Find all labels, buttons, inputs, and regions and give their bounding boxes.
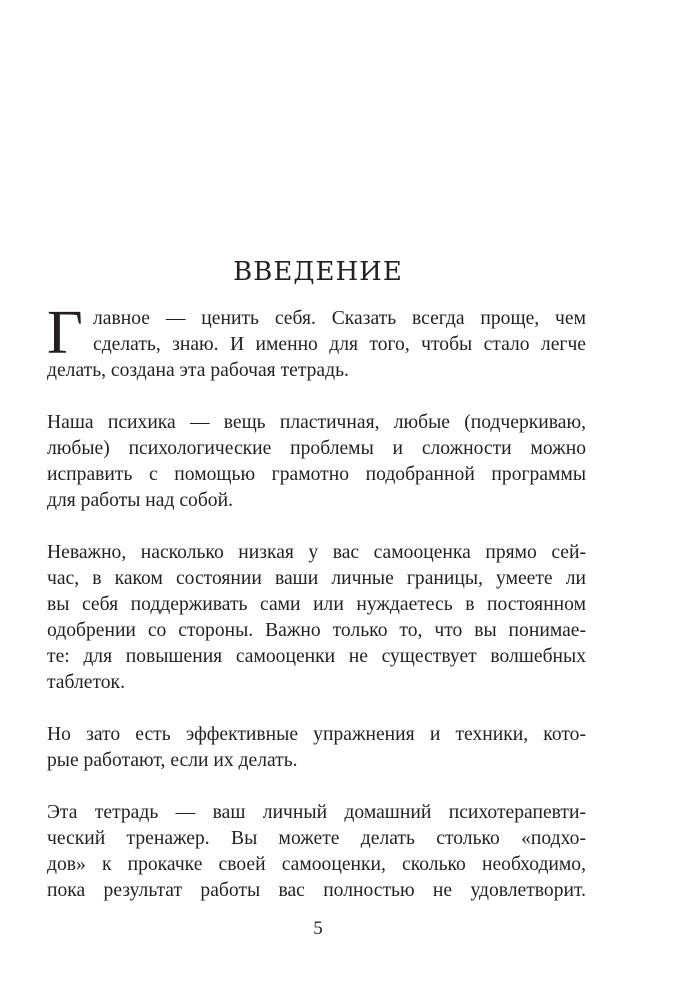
drop-cap: Г bbox=[47, 299, 83, 367]
text-line: вы себя поддерживать сами или нуждаетесь в постоянном bbox=[47, 594, 586, 615]
body-text bbox=[47, 299, 586, 930]
text-line: для работы над собой. bbox=[47, 490, 233, 511]
text-line: сделать, знаю. И именно для того, чтобы стало легче bbox=[93, 334, 586, 355]
text-line: Эта тетрадь — ваш личный домашний психотерапевти- bbox=[47, 802, 586, 823]
text-line: Но зато есть эффективные упражнения и техники, кото- bbox=[47, 724, 586, 745]
text-line: любые) психологические проблемы и сложности можно bbox=[47, 438, 586, 459]
text-line: лавное — ценить себя. Сказать всегда проще, чем bbox=[93, 308, 586, 329]
paragraph-2 bbox=[47, 410, 586, 514]
text-line: ческий тренажер. Вы можете делать столько «подхо- bbox=[47, 828, 586, 849]
paragraph-4 bbox=[47, 722, 586, 774]
text-line: дов» к прокачке своей самооценки, сколько необходимо, bbox=[47, 854, 586, 875]
paragraph-1 bbox=[47, 299, 586, 384]
text-line: одобрении со стороны. Важно только то, что вы понимае- bbox=[47, 620, 586, 641]
text-line: Наша психика — вещь пластичная, любые (подчеркиваю, bbox=[47, 412, 586, 433]
chapter-heading: ВВЕДЕНИЕ bbox=[233, 257, 403, 287]
text-line: делать, создана эта рабочая тетрадь. bbox=[47, 360, 349, 381]
text-line: час, в каком состоянии ваши личные границы, умеете ли bbox=[47, 568, 586, 589]
paragraph-5 bbox=[47, 800, 586, 904]
text-line: те: для повышения самооценки не существует волшебных bbox=[47, 646, 586, 667]
text-line: Неважно, насколько низкая у вас самооценка прямо сей- bbox=[47, 542, 586, 563]
text-line: пока результат работы вас полностью не удовлетворит. bbox=[47, 880, 586, 901]
text-line: таблеток. bbox=[47, 672, 125, 693]
text-line: исправить с помощью грамотно подобранной программы bbox=[47, 464, 586, 485]
page-number: 5 bbox=[313, 918, 323, 939]
text-line: рые работают, если их делать. bbox=[47, 750, 298, 771]
paragraph-3 bbox=[47, 540, 586, 696]
